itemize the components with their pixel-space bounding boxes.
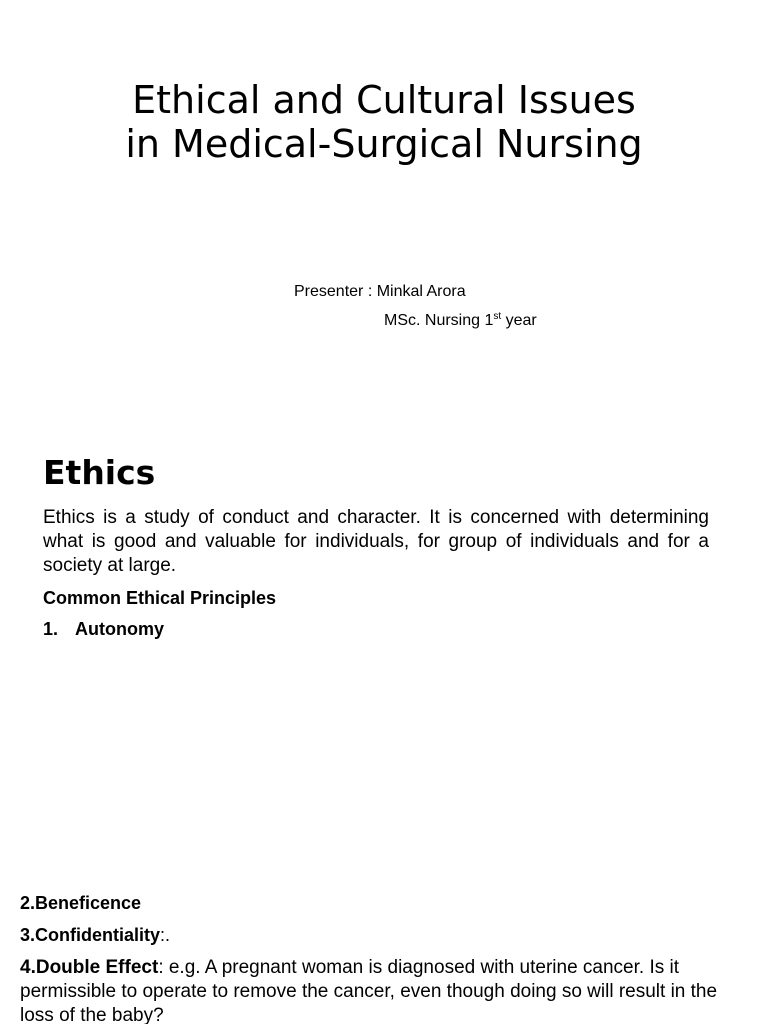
list-item-label: 3.Confidentiality [20,925,161,945]
slide-title-line-1: Ethical and Cultural Issues [132,78,636,122]
list-item [20,956,732,1024]
list-item [43,618,164,640]
degree-prefix: MSc. Nursing 1 [384,312,494,329]
slide-title [0,78,768,166]
list-item-text: : e.g. A pregnant woman is diagnosed with uterine cancer. Is it permissible to operate to remove the cancer, even though doing so will result in the loss of the baby? [20,957,718,1024]
list-item-label: 4.Double Effect [20,957,159,978]
list-item-label: Autonomy [75,619,164,639]
presenter-degree [384,311,537,331]
list-item-suffix: :. [160,925,171,945]
presenter-name: Presenter : Minkal Arora [294,283,466,300]
slide-title-line-2: in Medical-Surgical Nursing [125,122,643,166]
list-item [20,924,170,946]
principles-slide [0,864,768,1024]
title-slide [0,0,768,432]
degree-suffix: year [501,312,537,329]
principles-subheading: Common Ethical Principles [43,588,277,608]
list-item-label: 2.Beneficence [20,893,142,913]
ethics-slide [0,432,768,864]
degree-superscript: st [493,311,502,322]
ethics-definition: Ethics is a study of conduct and character. It is concerned with determining what is good and valuable for individuals, for group of individuals and for a society at large. [43,507,709,576]
list-item-number: 1. [43,619,59,639]
list-item [20,892,141,914]
section-heading: Ethics [43,453,156,492]
